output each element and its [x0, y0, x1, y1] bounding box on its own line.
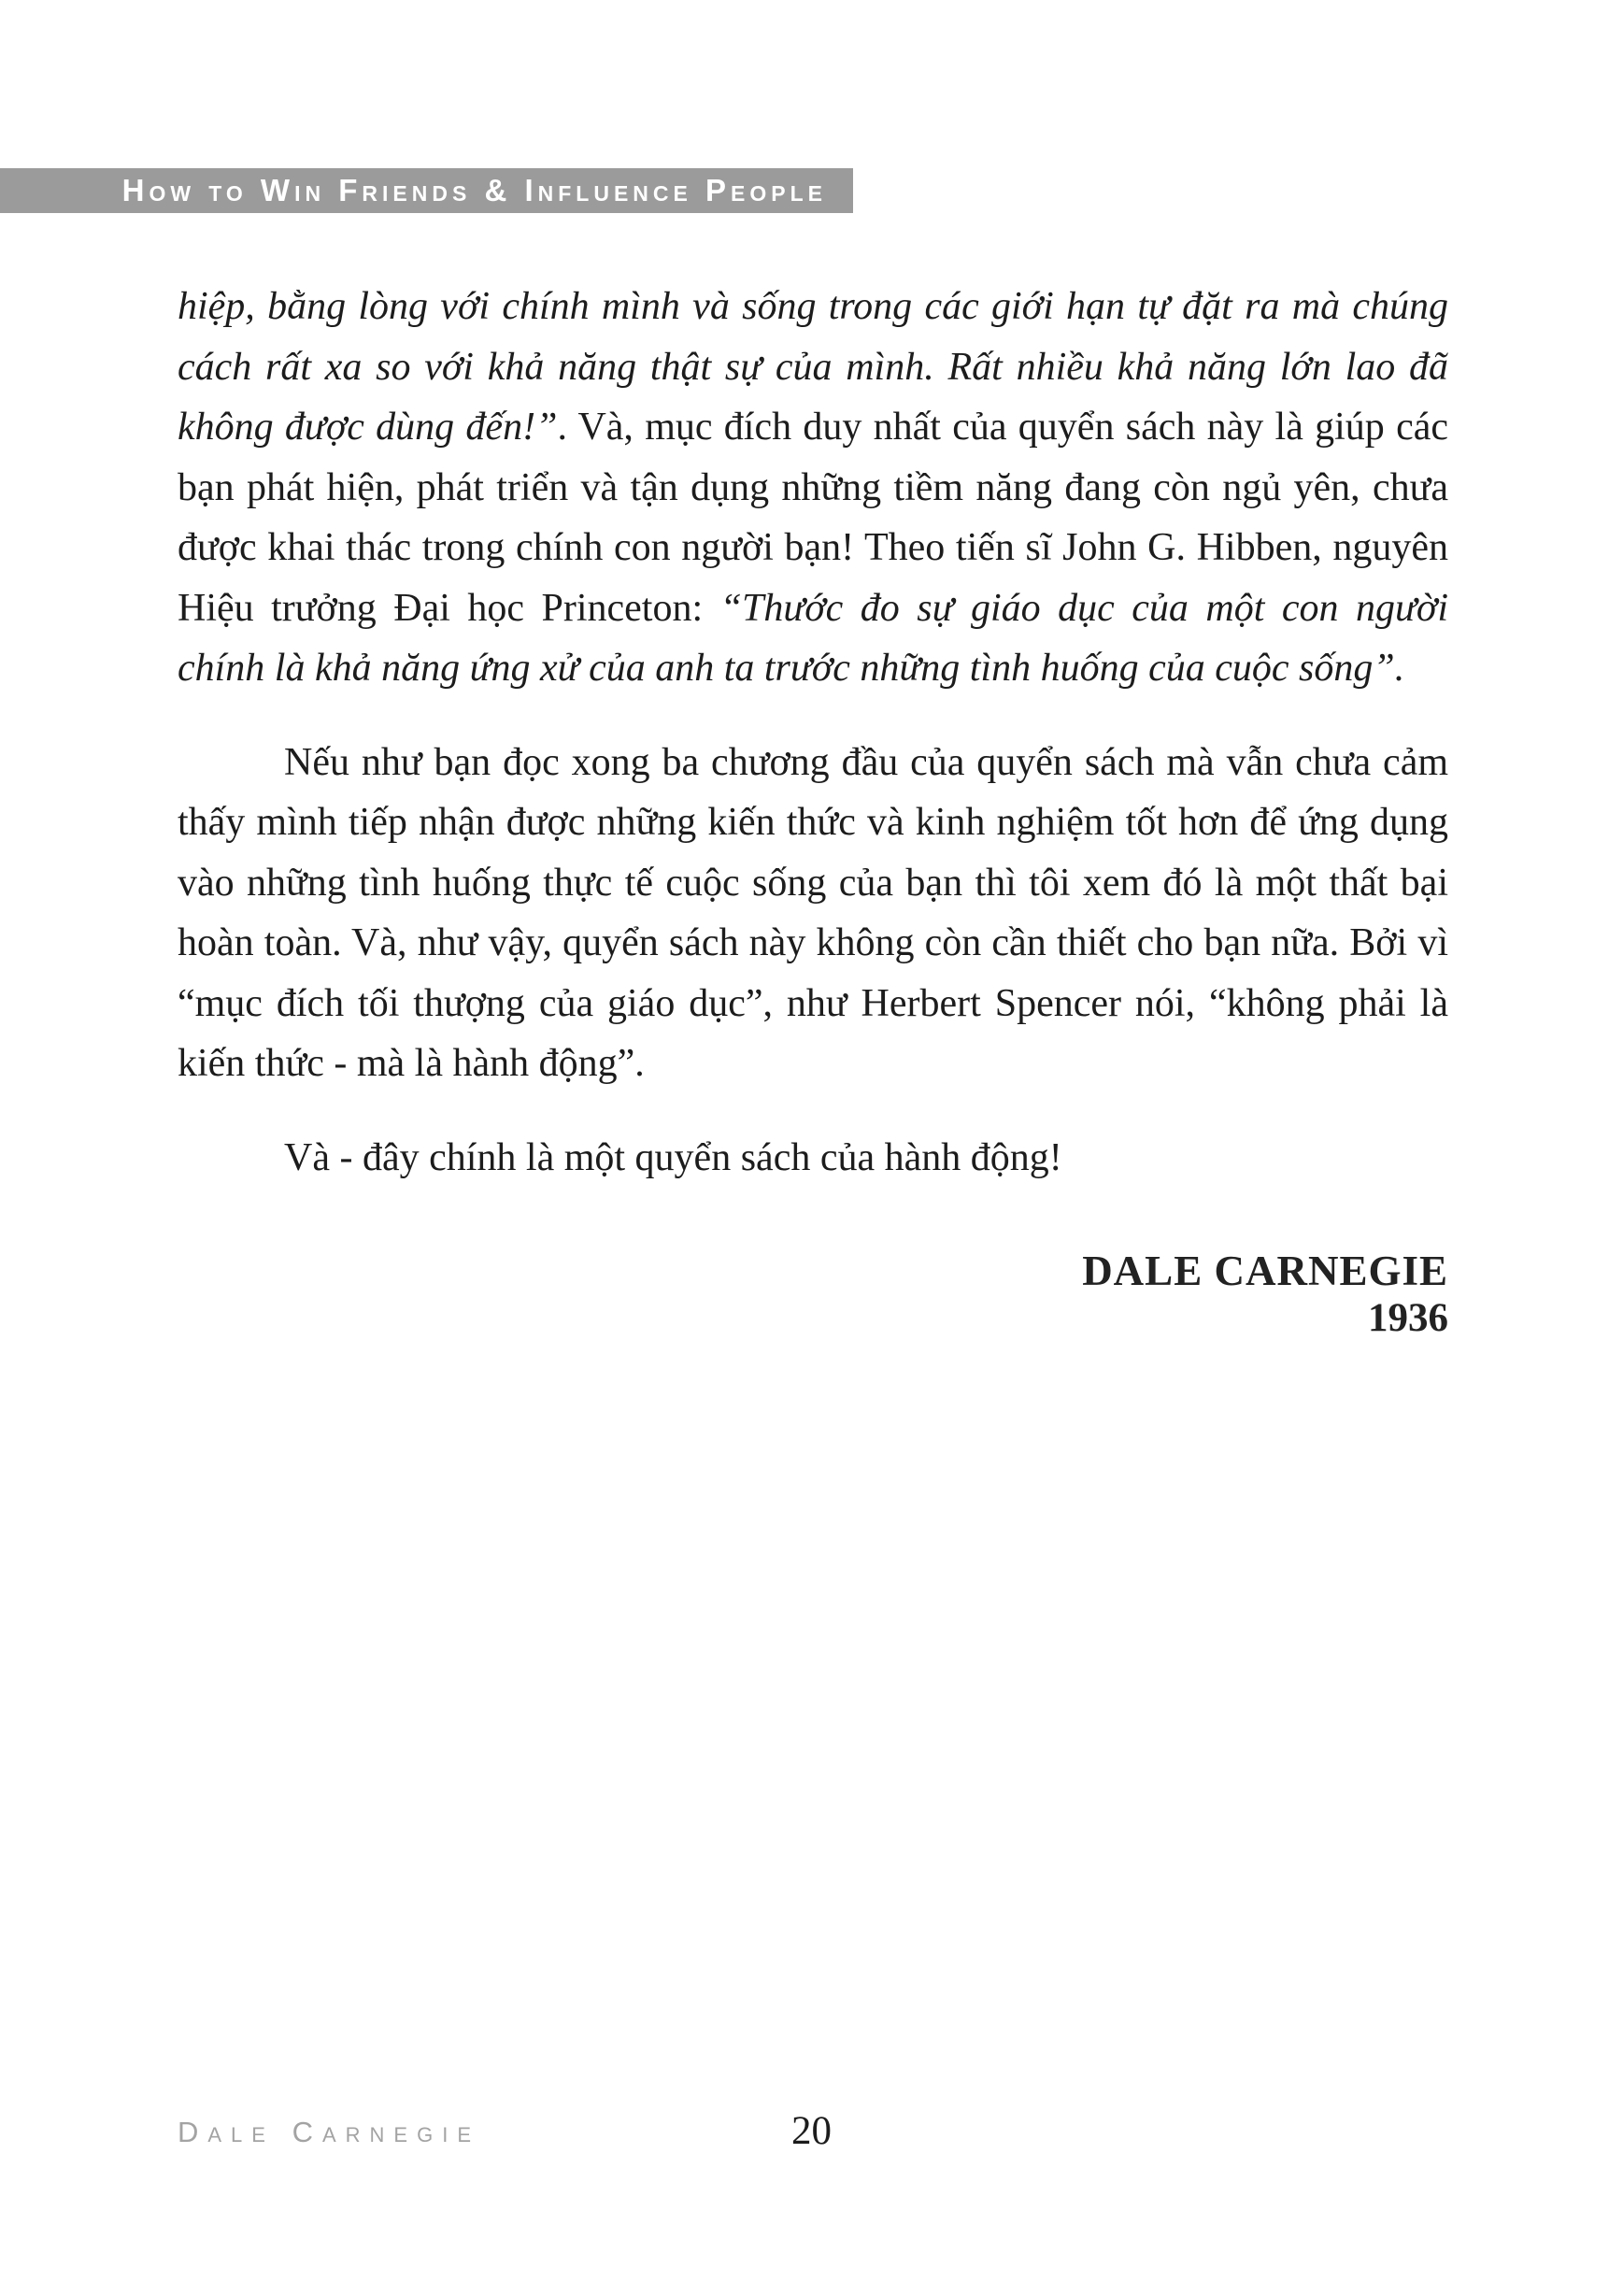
- signature-block: [178, 1246, 1448, 1341]
- quoted-text-lead: hiệp, bằng lòng với chính mình và sống trong các giới hạn tự đặt ra mà chúng cách rất xa so với khả năng thật sự của mình. Rất nhiều khả năng lớn lao đã không được dùng đến!”: [178, 285, 1448, 449]
- page-body: [178, 277, 1448, 1341]
- signature-year: 1936: [1368, 1296, 1448, 1340]
- paragraph-2: Nếu như bạn đọc xong ba chương đầu của quyển sách mà vẫn chưa cảm thấy mình tiếp nhận được những kiến thức và kinh nghiệm tốt hơn để ứng dụng vào những tình huống thực tế cuộc sống của bạn thì tôi xem đó là một thất bại hoàn toàn. Và, như vậy, quyển sách này không còn cần thiết cho bạn nữa. Bởi vì “mục đích tối thượng của giáo dục”, như Herbert Spencer nói, “không phải là kiến thức - mà là hành động”.: [178, 740, 1448, 1085]
- quoted-text-hibben: “Thước đo sự giáo dục của một con người chính là khả năng ứng xử của anh ta trước những tình huống của cuộc sống”.: [178, 586, 1448, 690]
- footer-running-author: Dale Carnegie: [178, 2116, 480, 2148]
- paragraph-3: Và - đây chính là một quyển sách của hành động!: [284, 1135, 1062, 1179]
- body-text-run: . Và, mục đích duy nhất của quyển sách này là giúp các bạn phát hiện, phát triển và tận dụng những tiềm năng đang còn ngủ yên, chưa được khai thác trong chính con người bạn! Theo tiến sĩ John G. Hibben, nguyên Hiệu trưởng Đại học Princeton:: [178, 406, 1449, 630]
- book-title: How to Win Friends & Influence People: [121, 173, 827, 207]
- page-number: 20: [791, 2109, 832, 2153]
- paragraph-1: [178, 277, 1448, 699]
- running-header-bar: [0, 168, 853, 213]
- signature-author: DALE CARNEGIE: [1082, 1248, 1448, 1294]
